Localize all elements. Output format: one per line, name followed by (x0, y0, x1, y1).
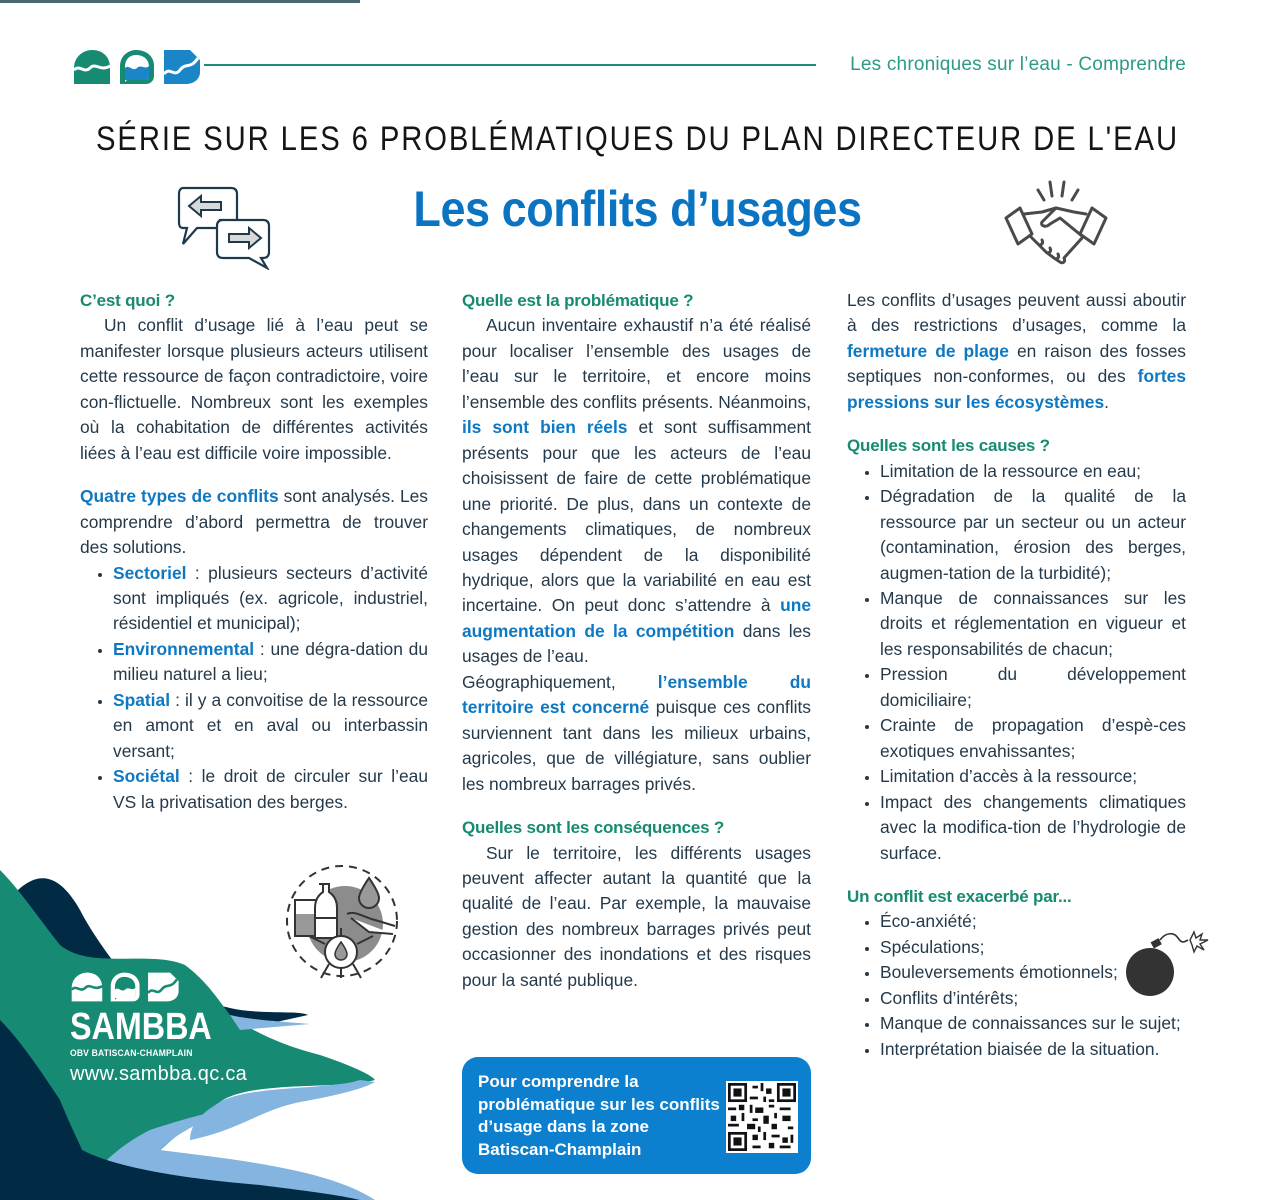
text-span: puisque ces conflits surviennent tant dans les milieux urbains, agricoles, que de villégiature, sans oublier les nombreux barrages privés. (462, 697, 811, 794)
causes-list (847, 459, 1186, 866)
column-left (80, 288, 428, 815)
text-span: Géographiquement, (462, 671, 658, 692)
text-span: . (1104, 391, 1109, 412)
series-label: Les chroniques sur l’eau - Comprendre (850, 54, 1186, 75)
list-item: • Manque de connaissances sur le sujet; (880, 1011, 1186, 1036)
list-item: • Limitation de la ressource en eau; (880, 459, 1186, 484)
type-label: Sociétal (113, 766, 180, 787)
highlight-quatre-types: Quatre types de conflits (80, 486, 279, 507)
paragraph-types-intro (80, 484, 428, 560)
type-text: : plusieurs secteurs d’activité sont impliqués (ex. agricole, industriel, résidentiel et municipal); (113, 562, 428, 634)
type-text: : une dégra-dation du milieu naturel a lieu; (113, 638, 428, 685)
sambba-logo-icon (72, 48, 204, 86)
header-divider (204, 64, 816, 66)
org-subtitle: OBV BATISCAN-CHAMPLAIN (70, 1048, 193, 1059)
water-uses-icon (283, 862, 401, 980)
heading-exacerbe: Un conflit est exacerbé par... (847, 886, 1072, 906)
types-intro-text: sont analysés. Les comprendre d’abord permettra de trouver des solutions. (80, 486, 429, 558)
text-span: Les conflits d’usages peuvent aussi aboutir à des restrictions d’usages, comme la (847, 290, 1186, 336)
text-span: dans les usages de l’eau. (462, 620, 811, 667)
highlight-competition: une augmentation de la compétition (462, 595, 811, 641)
page-title: Les conflits d’usages (413, 181, 862, 237)
paragraph-definition: Un conflit d’usage lié à l’eau peut se manifester lorsque plusieurs acteurs utilisent cette ressource de façon contradictoire, voire con-flictuelle. Nombreux sont les exemples où la cohabitation de différentes activités liées à l’eau est difficile voire impossible. (80, 315, 428, 463)
qr-code-icon[interactable] (726, 1081, 798, 1153)
list-item: • Interprétation biaisée de la situation. (880, 1037, 1186, 1062)
highlight-fermeture-plage: fermeture de plage (847, 340, 1009, 361)
highlight-bien-reels: ils sont bien réels (462, 417, 628, 438)
series-title: SÉRIE SUR LES 6 PROBLÉMATIQUES DU PLAN DIRECTEUR DE L'EAU (96, 120, 1179, 158)
type-text: : le droit de circuler sur l’eau VS la privatisation des berges. (113, 766, 428, 812)
website-link[interactable]: www.sambba.qc.ca (70, 1063, 248, 1085)
handshake-icon (1002, 178, 1110, 268)
type-label: Environnemental (113, 638, 255, 659)
top-accent-bar (0, 0, 360, 3)
text-span: Aucun inventaire exhaustif n’a été réalisé pour localiser l’ensemble des usages de l’eau sur le territoire, et encore moins l’ensemble des conflits présents. Néanmoins, (462, 315, 811, 412)
bomb-icon (1122, 928, 1217, 1000)
list-item: • Crainte de propagation d’espè-ces exotiques envahissantes; (880, 713, 1186, 764)
list-item: • Pression du développement domiciliaire; (880, 662, 1186, 713)
heading-problematique: Quelle est la problématique ? (462, 291, 694, 310)
list-item: • Impact des changements climatiques avec la modifica-tion de l’hydrologie de surface. (880, 790, 1186, 866)
paragraph-restrictions (847, 288, 1186, 415)
list-item: • Spéculations; (880, 935, 1186, 960)
text-span: et sont suffisamment présents pour que les acteurs de l’eau choisissent de faire de cette problématique une priorité. De plus, dans un contexte de changements climatiques, de nombreux usages dépendent de la disponibilité hydrique, alors que la variabilité en eau est incertaine. On peut donc s’attendre à (462, 417, 811, 616)
highlight-pressions: fortes pressions sur les écosystèmes (847, 366, 1186, 412)
conflict-types-list (80, 561, 428, 816)
list-item (113, 561, 428, 637)
list-item (113, 688, 428, 764)
list-item (113, 637, 428, 688)
list-item: • Conflits d’intérêts; (880, 986, 1186, 1011)
type-text: : il y a convoitise de la ressource en amont et en aval ou interbassin versant; (113, 689, 428, 761)
heading-consequences: Quelles sont les conséquences ? (462, 818, 725, 838)
type-label: Sectoriel (113, 562, 187, 583)
highlight-territoire: l’ensemble du territoire est concerné (462, 671, 811, 718)
list-item: • Manque de connaissances sur les droits et réglementation en vigueur et les responsabilités de chacun; (880, 586, 1186, 662)
list-item (113, 764, 428, 815)
org-name: SAMBBA (70, 1006, 212, 1048)
type-label: Spatial (113, 689, 171, 710)
qr-box-text: Pour comprendre la problématique sur les conflits d’usage dans la zone Batiscan-Champlain (478, 1072, 720, 1159)
list-item: • Éco-anxiété; (880, 909, 1186, 934)
sambba-logo-white-icon (70, 970, 182, 1004)
heading-cest-quoi: C’est quoi ? (80, 291, 175, 310)
exchange-arrows-chat-icon (175, 182, 275, 270)
paragraph-consequences: Sur le territoire, les différents usages peuvent affecter autant la quantité que la qualité de l’eau. Par exemple, la mauvaise gestion des nombreux barrages privés peut occasionner des inondations et des risques pour la santé publique. (462, 842, 811, 990)
qr-info-box[interactable] (462, 1057, 811, 1174)
list-item: • Limitation d’accès à la ressource; (880, 764, 1186, 789)
paragraph-geographie (462, 670, 811, 797)
list-item: • Dégradation de la qualité de la ressource par un secteur ou un acteur (contamination, érosion des berges, augmen-tation de la turbidité); (880, 484, 1186, 586)
paragraph-problematique (462, 313, 811, 669)
column-middle (462, 288, 811, 993)
text-span: en raison des fosses septiques non-conformes, ou des (847, 340, 1186, 387)
heading-causes: Quelles sont les causes ? (847, 436, 1050, 456)
sambba-brand (70, 970, 247, 1086)
list-item: • Bouleversements émotionnels; (880, 960, 1186, 985)
